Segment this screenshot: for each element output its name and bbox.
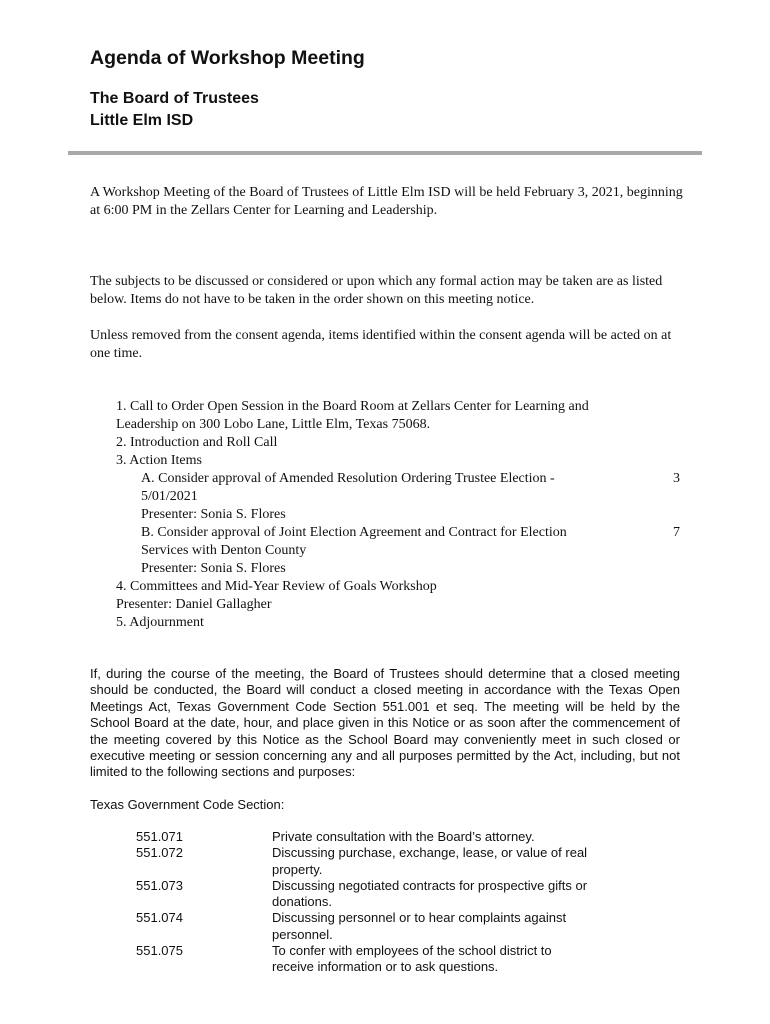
board-heading bbox=[90, 88, 259, 132]
page-title: Agenda of Workshop Meeting bbox=[90, 47, 365, 69]
agenda-item-roll-call: 2. Introduction and Roll Call bbox=[116, 435, 278, 450]
code-section-heading: Texas Government Code Section: bbox=[90, 797, 285, 812]
agenda-subitem-3a-presenter: Presenter: Sonia S. Flores bbox=[141, 507, 286, 522]
agenda-subitem-3b-page: 7 bbox=[673, 525, 680, 540]
code-section-row bbox=[136, 910, 606, 943]
agenda-item-call-to-order: 1. Call to Order Open Session in the Board Room at Zellars Center for Learning and bbox=[116, 399, 589, 414]
closed-meeting-notice: If, during the course of the meeting, the Board of Trustees should determine that a closed meeting should be conducted, the Board will conduct a closed meeting in accordance with the Texas Open Meetings Act, Texas Government Code Section 551.001 et seq. The meeting will be held by the School Board at the date, hour, and place given in this Notice or as soon after the commencement of the meeting covered by this Notice as the School Board may conveniently meet in such closed or executive meeting or session concerning any and all purposes permitted by the Act, including, but not limited to the following sections and purposes: bbox=[90, 666, 680, 780]
agenda-item-action-items: 3. Action Items bbox=[116, 453, 202, 468]
code-section-description: Discussing purchase, exchange, lease, or value of real property. bbox=[272, 845, 588, 877]
code-section-number: 551.074 bbox=[136, 910, 183, 926]
agenda-subitem-3a-page: 3 bbox=[673, 471, 680, 486]
code-section-number: 551.072 bbox=[136, 845, 183, 861]
agenda-subitem-3b-presenter: Presenter: Sonia S. Flores bbox=[141, 561, 286, 576]
subjects-notice: The subjects to be discussed or considered or upon which any formal action may be taken are as listed below. Items do not have to be taken in the order shown on this meeting notice. bbox=[90, 274, 663, 307]
agenda-item-committees: 4. Committees and Mid-Year Review of Goals Workshop bbox=[116, 579, 437, 594]
agenda-item-adjournment: 5. Adjournment bbox=[116, 615, 204, 630]
header-divider bbox=[68, 151, 702, 155]
agenda-list bbox=[116, 398, 686, 632]
code-section-number: 551.073 bbox=[136, 877, 183, 893]
district-name: Little Elm ISD bbox=[90, 112, 194, 129]
code-section-row bbox=[136, 878, 606, 911]
code-section-row bbox=[136, 845, 606, 878]
code-section-row bbox=[136, 943, 606, 976]
code-section-description: Private consultation with the Board’s attorney. bbox=[272, 829, 535, 844]
board-name: The Board of Trustees bbox=[90, 90, 259, 107]
agenda-subitem-3a bbox=[116, 470, 686, 506]
code-section-row bbox=[136, 829, 606, 845]
code-section-description: To confer with employees of the school district to receive information or to ask questions. bbox=[272, 943, 552, 975]
code-section-number: 551.071 bbox=[136, 829, 183, 844]
code-sections-list bbox=[136, 829, 606, 976]
meeting-notice: A Workshop Meeting of the Board of Trustees of Little Elm ISD will be held February 3, 2021, beginning at 6:00 PM in the Zellars Center for Learning and Leadership. bbox=[90, 185, 683, 218]
code-section-number: 551.075 bbox=[136, 943, 183, 959]
consent-notice: Unless removed from the consent agenda, items identified within the consent agenda will be acted on at one time. bbox=[90, 328, 672, 361]
agenda-item-committees-presenter: Presenter: Daniel Gallagher bbox=[116, 597, 272, 612]
agenda-subitem-3b bbox=[116, 524, 686, 560]
code-section-description: Discussing personnel or to hear complaints against personnel. bbox=[272, 910, 567, 942]
agenda-subitem-3a-text: A. Consider approval of Amended Resolution Ordering Trustee Election - 5/01/2021 bbox=[141, 471, 555, 504]
agenda-item-call-to-order-cont: Leadership on 300 Lobo Lane, Little Elm, Texas 75068. bbox=[116, 417, 431, 432]
code-section-description: Discussing negotiated contracts for prospective gifts or donations. bbox=[272, 877, 588, 910]
agenda-subitem-3b-text: B. Consider approval of Joint Election Agreement and Contract for Election Services with Denton County bbox=[141, 525, 567, 558]
